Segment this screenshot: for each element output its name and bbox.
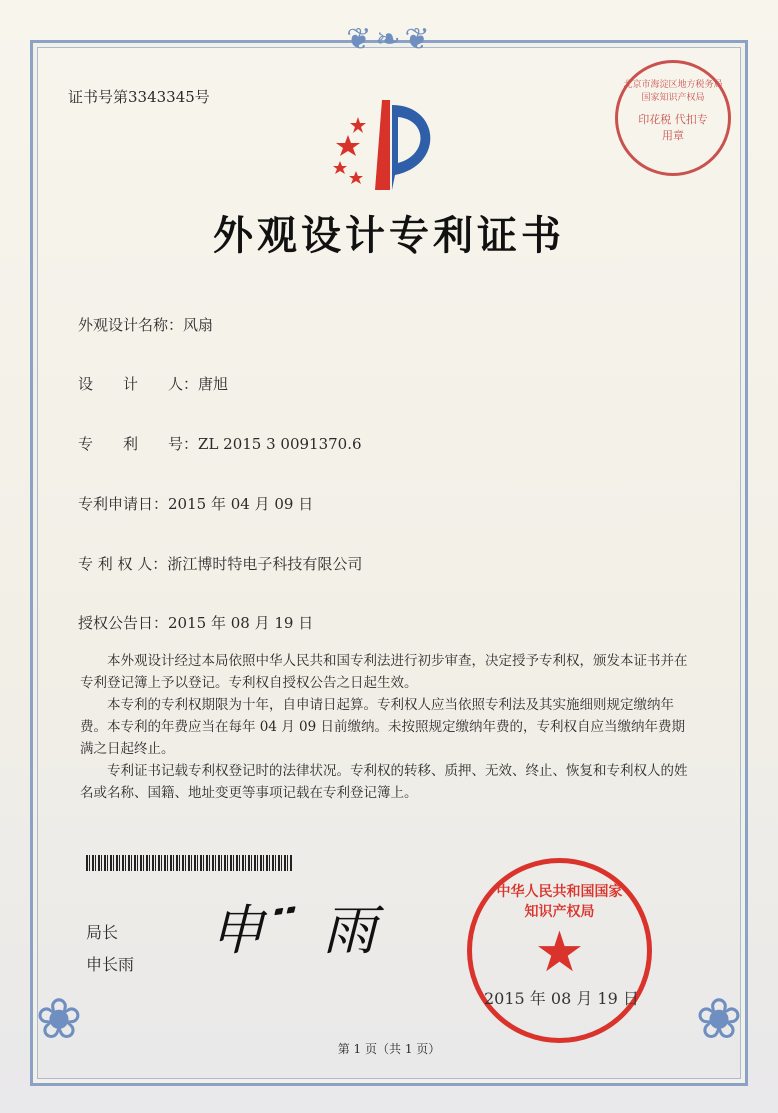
paragraph: 本外观设计经过本局依照中华人民共和国专利法进行初步审查，决定授予专利权，颁发本证书并在专利登记簿上予以登记。专利权自授权公告之日起生效。: [80, 653, 688, 691]
field-value: 2015 年 08 月 19 日: [168, 614, 314, 632]
field-label: 专利申请日：: [78, 495, 169, 513]
patent-office-logo-icon: [320, 95, 450, 195]
field-value: 风扇: [183, 316, 214, 334]
page-title: 外观设计专利证书: [213, 212, 565, 259]
paragraph: 专利证书记载专利权登记时的法律状况。专利权的转移、质押、无效、终止、恢复和专利权人的姓名或名称、国籍、地址变更等事项记载在专利登记簿上。: [80, 763, 688, 801]
paragraph: 本专利的专利权期限为十年，自申请日起算。专利权人应当依照专利法及其实施细则规定缴纳年费。本专利的年费应当在每年 04 月 09 日前缴纳。未按照规定缴纳年费的，专利权自应当缴纳年费期满之日起终止。: [80, 697, 686, 757]
official-seal: [467, 858, 652, 1043]
field-grant-date: [78, 612, 313, 633]
field-label: 专 利 号：: [78, 435, 199, 453]
field-designer: [78, 373, 228, 394]
field-value: 浙江博时特电子科技有限公司: [167, 555, 363, 573]
field-application-date: [78, 493, 313, 514]
director-signature: 申 ፟ 雨: [210, 899, 383, 962]
director-title: 局长: [86, 923, 119, 942]
seal-date: 2015 年 08 月 19 日: [484, 989, 639, 1008]
ornament-icon: ❦❧❦: [346, 22, 434, 57]
seal-ring-text: 北京市海淀区地方税务局 国家知识产权局: [623, 80, 723, 103]
field-label: 设 计 人：: [78, 375, 199, 393]
field-design-name: [78, 314, 213, 335]
field-patent-number: [78, 433, 362, 454]
seal-ring-text: 中华人民共和国国家知识产权局: [496, 884, 623, 920]
director-name: 申长雨: [86, 955, 135, 974]
corner-ornament-icon: ❀: [35, 987, 83, 1052]
certificate-body: [80, 650, 690, 804]
tax-stamp-seal: [615, 60, 731, 176]
field-value: 2015 年 04 月 09 日: [168, 495, 314, 513]
barcode: [86, 855, 292, 871]
field-label: 授权公告日：: [78, 614, 169, 632]
corner-ornament-icon: ❀: [695, 987, 743, 1052]
seal-center-text: 印花税 代扣专用章: [638, 113, 708, 142]
page-footer: 第 1 页（共 1 页）: [337, 1042, 441, 1056]
field-value: 唐旭: [198, 375, 229, 393]
field-label: 外观设计名称：: [78, 316, 184, 334]
national-emblem-icon: ★: [534, 920, 585, 985]
field-patentee: [78, 553, 362, 574]
certificate-number: 证书号第3343345号: [68, 88, 210, 106]
field-value: ZL 2015 3 0091370.6: [198, 435, 362, 453]
field-label: 专 利 权 人：: [78, 555, 168, 573]
